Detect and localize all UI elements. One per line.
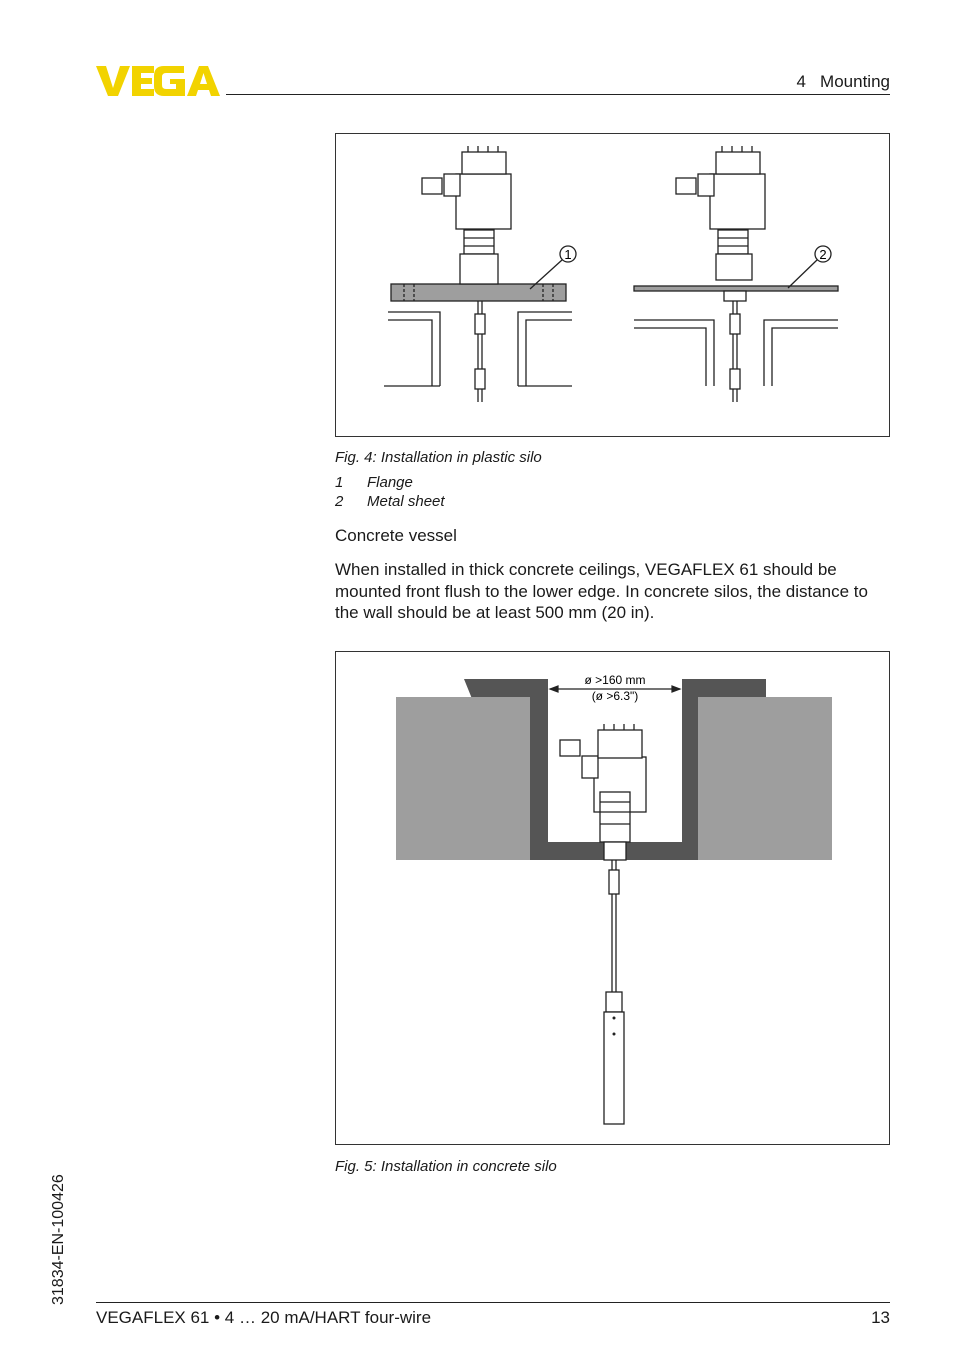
legend-label: Metal sheet — [367, 493, 445, 510]
page-number: 13 — [871, 1308, 890, 1327]
header-rule — [226, 94, 890, 95]
legend-item-metal-sheet — [335, 493, 445, 510]
header-section-title: 4 Mounting — [796, 72, 890, 91]
dimension-imperial: (ø >6.3") — [591, 689, 639, 703]
document-code: 31834-EN-100426 — [50, 1174, 67, 1305]
vega-logo — [96, 64, 220, 98]
legend-label: Flange — [367, 474, 413, 491]
legend-number: 2 — [335, 493, 344, 510]
callout-1: 1 — [564, 247, 572, 262]
figure-5-drawing — [336, 652, 889, 1144]
callout-2: 2 — [819, 247, 827, 262]
footer-product: VEGAFLEX 61 • 4 … 20 mA/HART four-wire — [96, 1308, 432, 1327]
figure-4-drawing — [336, 134, 889, 436]
dimension-metric: ø >160 mm — [584, 673, 646, 687]
figure-5-concrete-silo — [335, 651, 890, 1145]
footer-rule — [96, 1302, 890, 1303]
body-paragraph: When installed in thick concrete ceilings, VEGAFLEX 61 should be mounted front flush to the lower edge. In concrete silos, the distance to the wall should be at least 500 mm (20 in). — [335, 560, 868, 622]
legend-number: 1 — [335, 474, 344, 491]
figure-4-caption: Fig. 4: Installation in plastic silo — [335, 449, 542, 466]
section-heading: Concrete vessel — [335, 526, 457, 545]
figure-4-plastic-silo — [335, 133, 890, 437]
figure-5-caption: Fig. 5: Installation in concrete silo — [335, 1158, 557, 1175]
legend-item-flange — [335, 474, 413, 491]
